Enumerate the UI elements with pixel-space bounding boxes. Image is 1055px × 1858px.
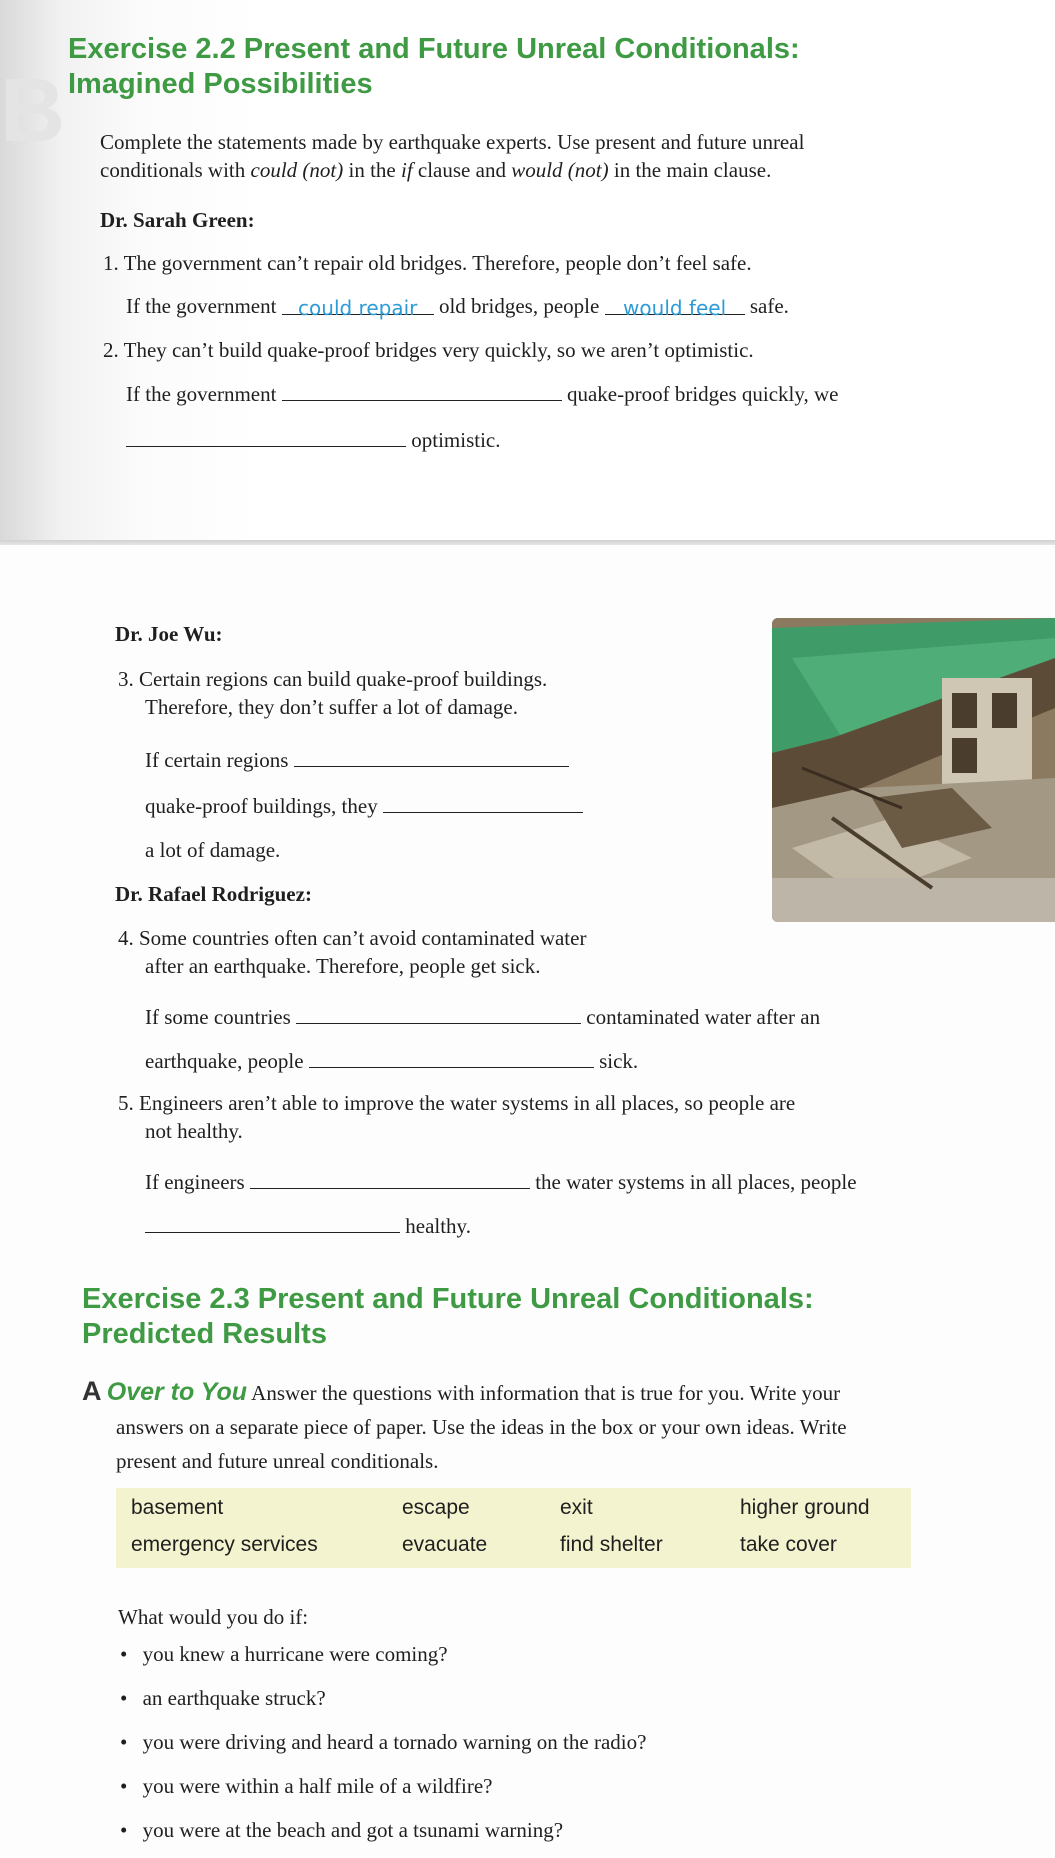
item-2-blank-2[interactable] [126,424,406,447]
exercise-2-3-title: Exercise 2.3 Present and Future Unreal Conditionals: Predicted Results [82,1283,814,1350]
item-3-answer-line-3: a lot of damage. [145,838,281,862]
question-3: • you were driving and heard a tornado warning on the radio? [120,1730,647,1754]
item-3-prompt: 3. Certain regions can build quake-proof buildings. Therefore, they don’t suffer a lot of damage. [118,667,548,719]
exercise-2-3-instructions: A Over to You Answer the questions with information that is true for you. Write your answers on a separate piece of paper. Use the ideas in the box or your own ideas. Write present and future unreal conditionals. [82,1376,847,1473]
item-5-answer-line-2: healthy. [145,1210,471,1240]
item-2-answer-line-2: optimistic. [126,424,501,454]
item-4-answer-line-2: earthquake, people sick. [145,1045,638,1075]
word-exit: exit [560,1496,593,1519]
question-4: • you were within a half mile of a wildfire? [120,1774,493,1798]
item-3-answer-line-1: If certain regions [145,744,569,774]
section-letter: A [82,1376,102,1406]
exercise-2-2-instructions: Complete the statements made by earthquake experts. Use present and future unreal conditionals with could (not) in the if clause and would (not) in the main clause. [100,130,805,182]
item-3-blank-2[interactable] [383,790,583,813]
section-title: Over to You [106,1378,248,1406]
item-1-blank-1[interactable] [282,292,434,320]
item-4-blank-1[interactable] [296,1001,581,1024]
item-2-prompt: 2. They can’t build quake-proof bridges very quickly, so we aren’t optimistic. [103,338,754,362]
item-2-answer-line-1: If the government quake-proof bridges quickly, we [126,378,839,408]
earthquake-damage-photo [772,618,1055,922]
question-2: • an earthquake struck? [120,1686,326,1710]
word-basement: basement [131,1496,224,1519]
item-5-prompt: 5. Engineers aren’t able to improve the water systems in all places, so people are not healthy. [118,1091,796,1143]
item-3-blank-1[interactable] [294,744,569,767]
item-1-prompt: 1. The government can’t repair old bridges. Therefore, people don’t feel safe. [103,251,752,275]
item-4-prompt: 4. Some countries often can’t avoid contaminated water after an earthquake. Therefore, people get sick. [118,926,587,978]
item-2-blank-1[interactable] [282,378,562,401]
question-5: • you were at the beach and got a tsunami warning? [120,1818,564,1842]
item-3-answer-line-2: quake-proof buildings, they [145,790,583,820]
word-take-cover: take cover [740,1533,837,1556]
item-4-answer-line-1: If some countries contaminated water after an [145,1001,820,1031]
word-evacuate: evacuate [402,1533,488,1556]
item-5-blank-2[interactable] [145,1210,400,1233]
item-1-answer-2: would feel [623,296,727,320]
question-1: • you knew a hurricane were coming? [120,1642,448,1666]
speaker-joe-wu: Dr. Joe Wu: [115,622,223,646]
bleed-through-mark: B [0,61,65,161]
word-higher-ground: higher ground [740,1496,870,1519]
item-1-blank-2[interactable] [605,292,745,320]
speaker-rafael-rodriguez: Dr. Rafael Rodriguez: [115,882,312,906]
exercise-2-2-title: Exercise 2.2 Present and Future Unreal Conditionals: Imagined Possibilities [68,33,800,100]
word-emergency-services: emergency services [131,1533,318,1556]
item-1-answer-1: could repair [298,296,418,320]
question-intro: What would you do if: [118,1605,309,1629]
item-1-answer-line: If the government could repair old bridges, people would feel safe. [126,294,789,320]
speaker-sarah-green: Dr. Sarah Green: [100,208,255,232]
item-5-blank-1[interactable] [250,1166,530,1189]
item-5-answer-line-1: If engineers the water systems in all places, people [145,1166,857,1196]
word-find-shelter: find shelter [560,1533,663,1556]
item-4-blank-2[interactable] [309,1045,594,1068]
word-escape: escape [402,1496,470,1519]
